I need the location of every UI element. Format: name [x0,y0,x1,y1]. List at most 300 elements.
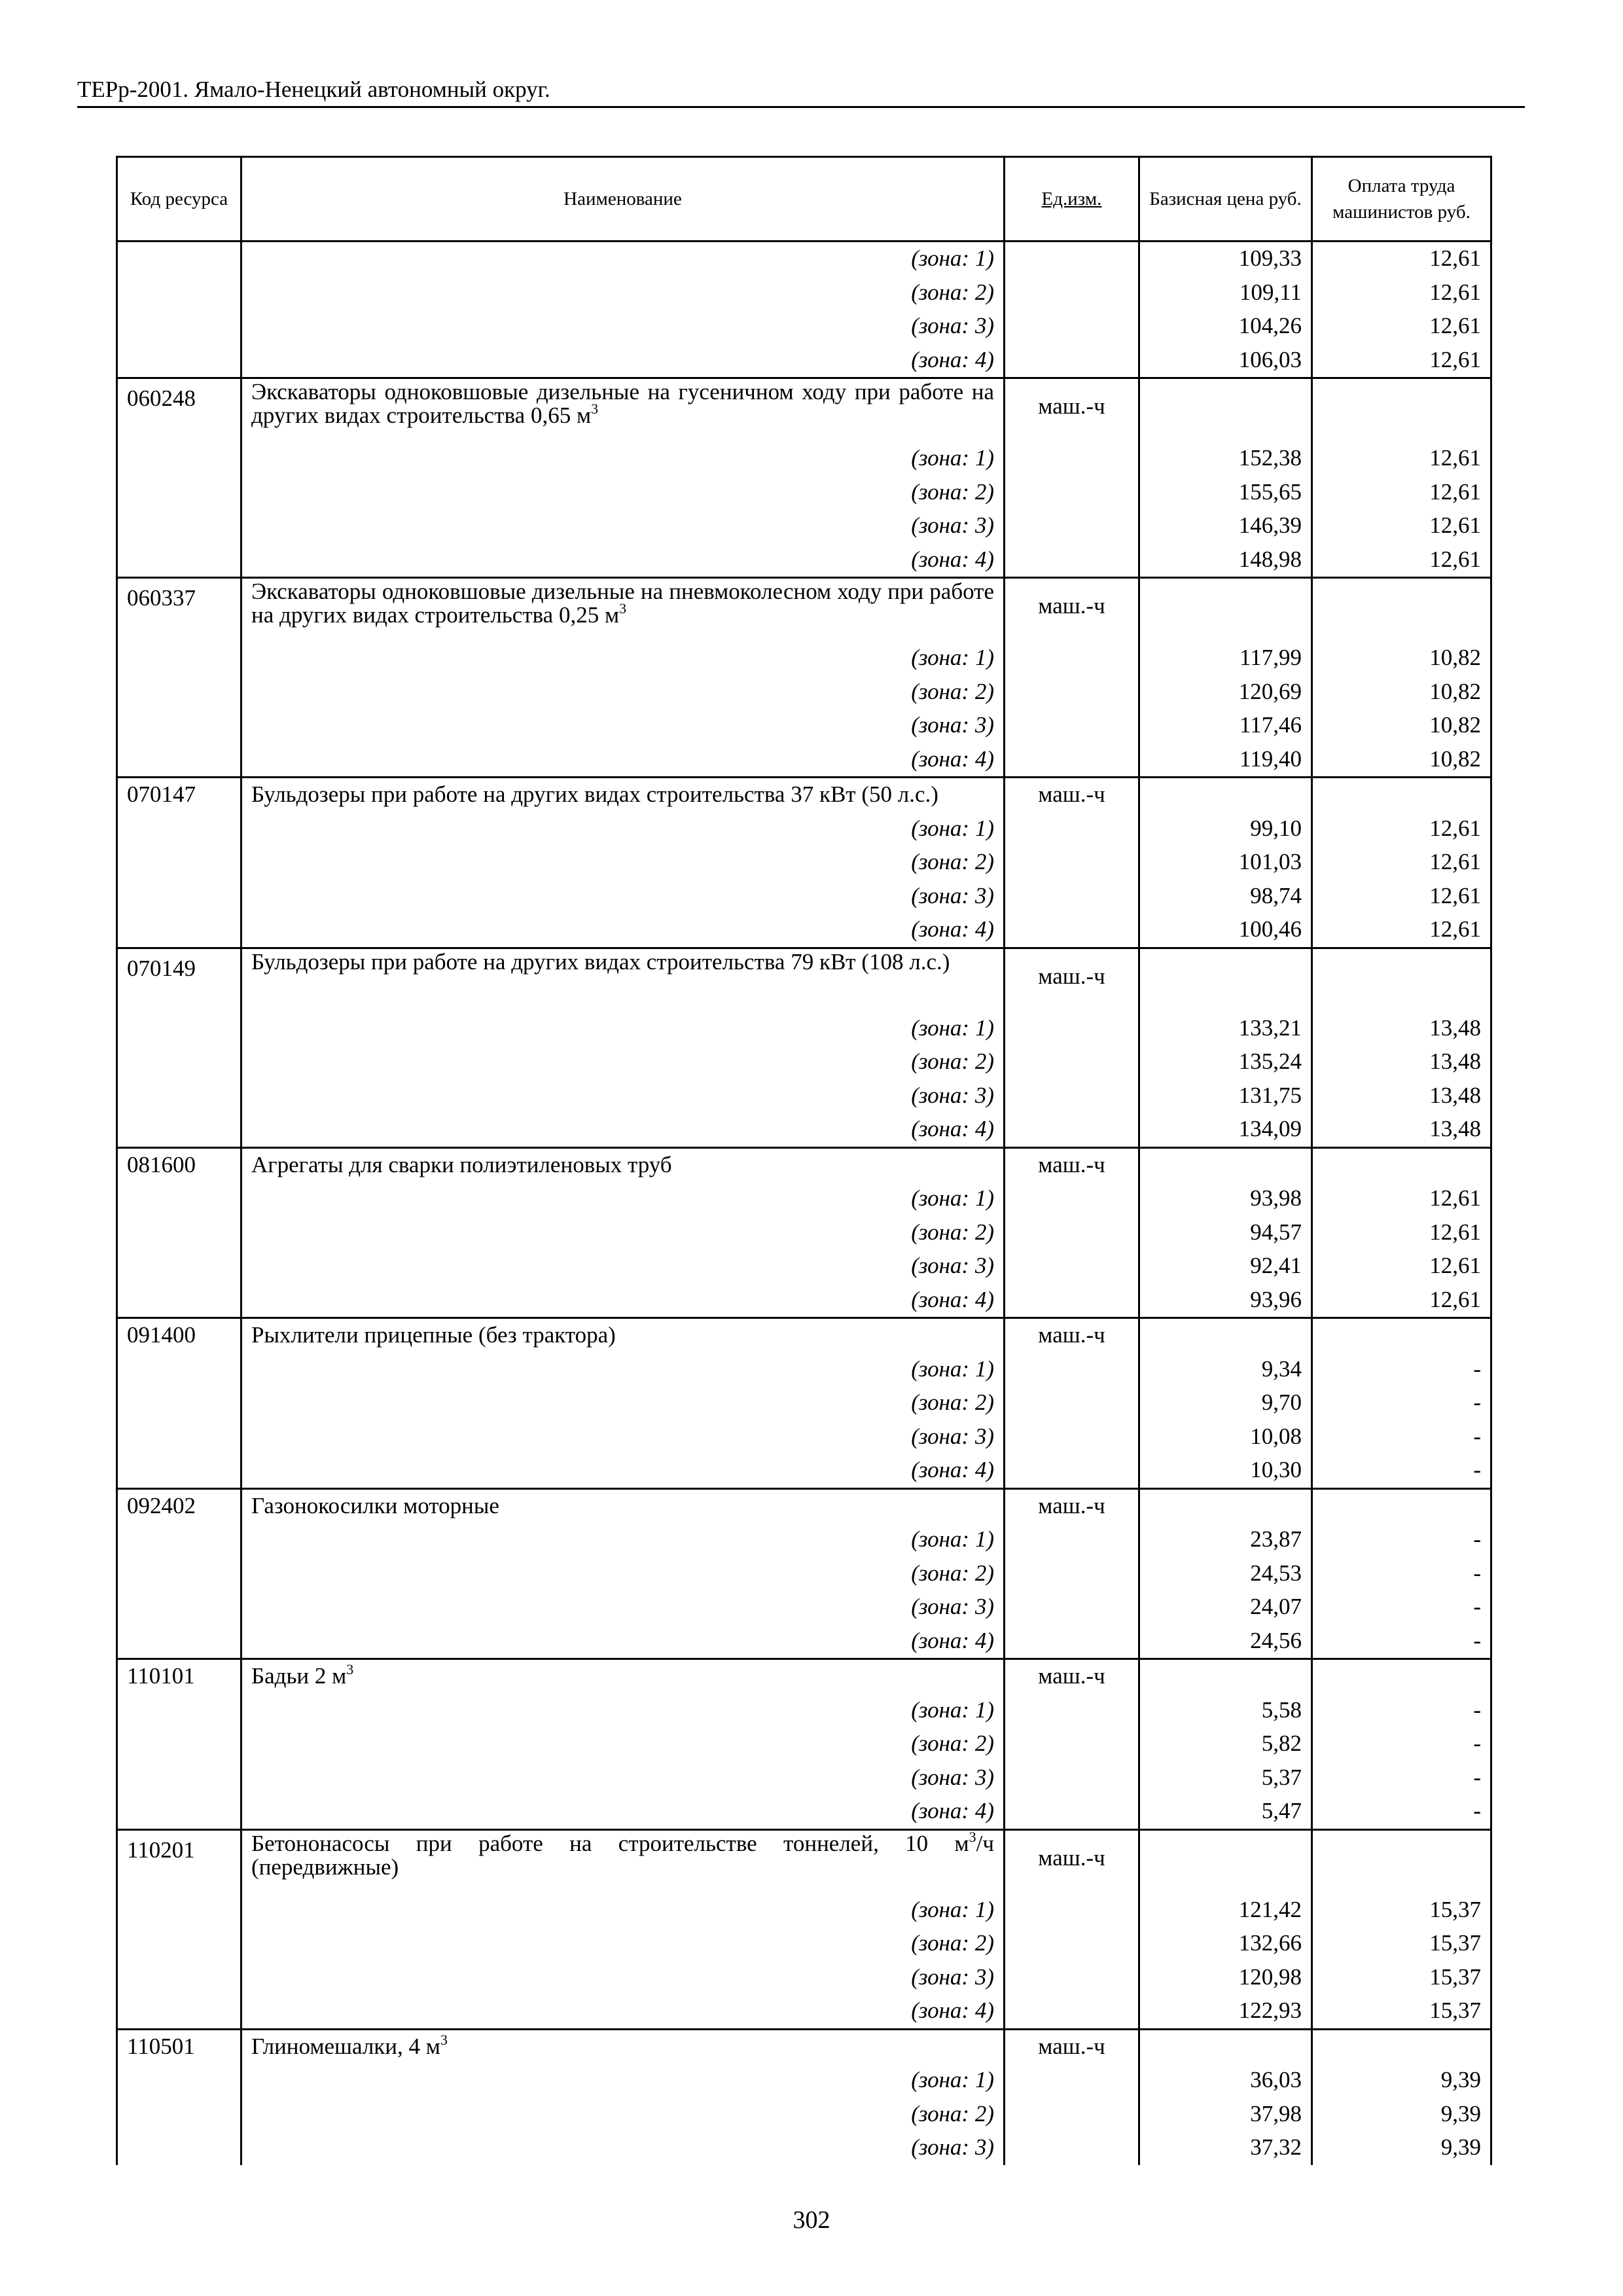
empty-cell [1005,1113,1139,1147]
resource-code: 110501 [117,2029,241,2064]
value-cell: 94,57 [1139,1216,1312,1250]
resource-row [117,378,1491,442]
table-row [117,2098,1491,2132]
empty-cell [1005,913,1139,948]
empty-cell [1005,1694,1139,1728]
resource-row [117,948,1491,1012]
value-cell: 98,74 [1139,880,1312,914]
empty-cell [117,2064,241,2098]
empty-cell [1005,675,1139,709]
value-cell: 10,82 [1312,743,1491,778]
resource-row [117,1318,1491,1353]
empty-cell [117,1523,241,1557]
value-cell: 121,42 [1139,1893,1312,1928]
empty-cell [117,812,241,846]
empty-cell [1139,378,1312,442]
zone-label: (зона: 2) [241,846,1005,880]
zone-label: (зона: 2) [241,1216,1005,1250]
value-cell: 146,39 [1139,509,1312,543]
empty-cell [1139,778,1312,812]
empty-cell [1005,1386,1139,1420]
resource-name-text: Бадьи 2 м [251,1663,347,1689]
table-row [117,1961,1491,1995]
value-cell: 10,08 [1139,1420,1312,1454]
table-row [117,2131,1491,2165]
value-cell: 24,56 [1139,1624,1312,1659]
empty-cell [117,1249,241,1283]
value-cell: 24,53 [1139,1557,1312,1591]
zone-label: (зона: 1) [241,1012,1005,1046]
empty-cell [117,709,241,743]
empty-cell [1139,1318,1312,1353]
resource-code: 110101 [117,1659,241,1694]
table-row [117,743,1491,778]
zone-label: (зона: 3) [241,709,1005,743]
table-row [117,1694,1491,1728]
table-row [117,509,1491,543]
table-row [117,641,1491,675]
empty-cell [1139,1659,1312,1694]
empty-cell [1005,1420,1139,1454]
empty-cell [1312,2029,1491,2064]
empty-cell [1005,1012,1139,1046]
empty-cell [117,476,241,510]
zone-label: (зона: 2) [241,276,1005,310]
table-row [117,242,1491,276]
empty-cell [1005,1216,1139,1250]
empty-cell [117,1590,241,1624]
empty-cell [1005,2131,1139,2165]
empty-cell [1139,1488,1312,1523]
zone-label: (зона: 4) [241,1283,1005,1318]
resource-name-text: Экскаваторы одноковшовые дизельные на гусеничном ходу при работе на других видах строительства 0,65 м [251,379,994,428]
unit-cell: маш.-ч [1005,578,1139,642]
empty-cell [1005,442,1139,476]
empty-cell [117,242,241,276]
empty-cell [1005,1182,1139,1216]
resource-name-text: Глиномешалки, 4 м [251,2033,440,2059]
zone-label: (зона: 2) [241,2098,1005,2132]
empty-cell [1005,1961,1139,1995]
value-cell: 9,34 [1139,1353,1312,1387]
table-row [117,1927,1491,1961]
col-header-code: Код ресурса [117,157,241,242]
value-cell: - [1312,1624,1491,1659]
value-cell: 9,70 [1139,1386,1312,1420]
empty-cell [117,1624,241,1659]
resource-code: 070147 [117,778,241,812]
resource-name [241,2029,1005,2064]
zone-label: (зона: 1) [241,812,1005,846]
value-cell: 9,39 [1312,2098,1491,2132]
empty-cell [117,1893,241,1928]
superscript: 3 [440,2031,448,2048]
resource-row [117,1147,1491,1182]
unit-cell: маш.-ч [1005,1659,1139,1694]
value-cell: 5,58 [1139,1694,1312,1728]
value-cell: 24,07 [1139,1590,1312,1624]
empty-cell [1005,1927,1139,1961]
value-cell: 15,37 [1312,1994,1491,2029]
zone-label: (зона: 1) [241,1523,1005,1557]
empty-cell [117,442,241,476]
value-cell: 148,98 [1139,543,1312,578]
zone-label: (зона: 1) [241,242,1005,276]
zone-label: (зона: 1) [241,641,1005,675]
table-row [117,913,1491,948]
value-cell: 12,61 [1312,1182,1491,1216]
zone-label: (зона: 1) [241,1353,1005,1387]
empty-cell [117,1761,241,1795]
table-row [117,1182,1491,1216]
empty-cell [1005,641,1139,675]
zone-label: (зона: 4) [241,543,1005,578]
zone-label: (зона: 1) [241,1182,1005,1216]
empty-cell [1312,1318,1491,1353]
superscript: 3 [591,401,599,417]
value-cell: 15,37 [1312,1961,1491,1995]
value-cell: - [1312,1523,1491,1557]
empty-cell [117,675,241,709]
zone-label: (зона: 1) [241,2064,1005,2098]
unit-cell: маш.-ч [1005,1147,1139,1182]
value-cell: - [1312,1761,1491,1795]
empty-cell [117,1283,241,1318]
zone-label: (зона: 3) [241,310,1005,344]
unit-cell: маш.-ч [1005,2029,1139,2064]
value-cell: 12,61 [1312,509,1491,543]
value-cell: - [1312,1694,1491,1728]
value-cell: 9,39 [1312,2131,1491,2165]
value-cell: 5,47 [1139,1795,1312,1829]
empty-cell [1005,1761,1139,1795]
superscript: 3 [346,1661,354,1677]
zone-label: (зона: 3) [241,880,1005,914]
empty-cell [1005,476,1139,510]
resource-name: Агрегаты для сварки полиэтиленовых труб [241,1147,1005,1182]
zone-label: (зона: 1) [241,1893,1005,1928]
empty-cell [117,1994,241,2029]
value-cell: - [1312,1590,1491,1624]
resource-row [117,778,1491,812]
empty-cell [1139,1829,1312,1893]
empty-cell [117,1182,241,1216]
value-cell: 9,39 [1312,2064,1491,2098]
value-cell: 101,03 [1139,846,1312,880]
empty-cell [117,509,241,543]
empty-cell [117,1454,241,1488]
empty-cell [1005,1727,1139,1761]
value-cell: 10,82 [1312,675,1491,709]
resource-row [117,1659,1491,1694]
table-row [117,1045,1491,1079]
zone-label: (зона: 4) [241,1795,1005,1829]
unit-cell: маш.-ч [1005,1829,1139,1893]
resource-code: 092402 [117,1488,241,1523]
empty-cell [1005,1523,1139,1557]
resource-row [117,578,1491,642]
value-cell: 155,65 [1139,476,1312,510]
empty-cell [117,846,241,880]
value-cell: - [1312,1420,1491,1454]
zone-label: (зона: 3) [241,1590,1005,1624]
table-row [117,1012,1491,1046]
value-cell: 13,48 [1312,1045,1491,1079]
empty-cell [1005,242,1139,276]
resource-name: Бульдозеры при работе на других видах строительства 37 кВт (50 л.с.) [241,778,1005,812]
table-row [117,1420,1491,1454]
empty-cell [1005,1353,1139,1387]
col-header-wage: Оплата труда машинистов руб. [1312,157,1491,242]
zone-label: (зона: 1) [241,1694,1005,1728]
table-row [117,1994,1491,2029]
empty-cell [117,1079,241,1113]
value-cell: 122,93 [1139,1994,1312,2029]
value-cell: 10,82 [1312,709,1491,743]
value-cell: 12,61 [1312,242,1491,276]
empty-cell [1005,509,1139,543]
table-row [117,1795,1491,1829]
table-row [117,1590,1491,1624]
table-row [117,1893,1491,1928]
zone-label: (зона: 4) [241,913,1005,948]
value-cell: 12,61 [1312,276,1491,310]
table-row [117,276,1491,310]
unit-cell: маш.-ч [1005,1488,1139,1523]
value-cell: 12,61 [1312,543,1491,578]
empty-cell [1005,2098,1139,2132]
empty-cell [1005,310,1139,344]
table-row [117,1523,1491,1557]
empty-cell [1312,778,1491,812]
page-number: 302 [793,2206,830,2234]
table-row [117,1557,1491,1591]
empty-cell [1005,344,1139,378]
value-cell: - [1312,1727,1491,1761]
value-cell: 152,38 [1139,442,1312,476]
zone-label: (зона: 4) [241,1113,1005,1147]
empty-cell [117,1961,241,1995]
empty-cell [1005,846,1139,880]
value-cell: 15,37 [1312,1893,1491,1928]
value-cell: 134,09 [1139,1113,1312,1147]
empty-cell [1005,1557,1139,1591]
value-cell: 131,75 [1139,1079,1312,1113]
unit-cell: маш.-ч [1005,378,1139,442]
table-row [117,310,1491,344]
empty-cell [117,880,241,914]
zone-label: (зона: 3) [241,509,1005,543]
zone-label: (зона: 2) [241,1557,1005,1591]
resource-name [241,1659,1005,1694]
empty-cell [1139,948,1312,1012]
table-row [117,476,1491,510]
value-cell: 120,98 [1139,1961,1312,1995]
value-cell: 132,66 [1139,1927,1312,1961]
empty-cell [117,641,241,675]
empty-cell [117,2131,241,2165]
value-cell: 12,61 [1312,476,1491,510]
table-row [117,1386,1491,1420]
zone-label: (зона: 4) [241,1454,1005,1488]
value-cell: 12,61 [1312,1216,1491,1250]
value-cell: 13,48 [1312,1079,1491,1113]
empty-cell [1005,1893,1139,1928]
zone-label: (зона: 2) [241,1927,1005,1961]
empty-cell [1005,1079,1139,1113]
table-row [117,1727,1491,1761]
empty-cell [1312,378,1491,442]
resource-name [241,1829,1005,1893]
empty-cell [1005,1454,1139,1488]
zone-label: (зона: 2) [241,1386,1005,1420]
value-cell: 133,21 [1139,1012,1312,1046]
resource-code: 110201 [117,1829,241,1893]
resource-code: 060248 [117,378,241,442]
value-cell: 99,10 [1139,812,1312,846]
unit-cell: маш.-ч [1005,948,1139,1012]
table-row [117,1249,1491,1283]
empty-cell [117,1045,241,1079]
zone-label: (зона: 4) [241,1994,1005,2029]
table-row [117,1283,1491,1318]
empty-cell [1139,1147,1312,1182]
empty-cell [117,344,241,378]
value-cell: - [1312,1557,1491,1591]
empty-cell [117,1386,241,1420]
resource-row [117,1829,1491,1893]
zone-label: (зона: 2) [241,675,1005,709]
value-cell: 12,61 [1312,1249,1491,1283]
zone-label: (зона: 2) [241,1045,1005,1079]
empty-cell [117,543,241,578]
value-cell: 100,46 [1139,913,1312,948]
zone-label: (зона: 4) [241,743,1005,778]
table-row [117,1624,1491,1659]
value-cell: 13,48 [1312,1012,1491,1046]
table-row [117,1216,1491,1250]
value-cell: 104,26 [1139,310,1312,344]
resource-name: Бульдозеры при работе на других видах строительства 79 кВт (108 л.с.) [241,948,1005,1012]
value-cell: 93,98 [1139,1182,1312,1216]
value-cell: 12,61 [1312,1283,1491,1318]
empty-cell [1005,880,1139,914]
zone-label: (зона: 3) [241,1079,1005,1113]
resource-name-text: Бетононасосы при работе на строительстве тоннелей, 10 м [251,1830,969,1856]
value-cell: 10,30 [1139,1454,1312,1488]
zone-label: (зона: 3) [241,1249,1005,1283]
resource-code: 070149 [117,948,241,1012]
zone-label: (зона: 4) [241,1624,1005,1659]
zone-label: (зона: 1) [241,442,1005,476]
empty-cell [117,2098,241,2132]
table-header-row [117,157,1491,242]
empty-cell [1312,1659,1491,1694]
resource-name [241,378,1005,442]
empty-cell [1312,578,1491,642]
superscript: 3 [969,1828,976,1845]
value-cell: 109,33 [1139,242,1312,276]
table-row [117,880,1491,914]
resource-name: Газонокосилки моторные [241,1488,1005,1523]
resource-name [241,578,1005,642]
value-cell: 12,61 [1312,442,1491,476]
value-cell: 12,61 [1312,344,1491,378]
table-row [117,442,1491,476]
empty-cell [1005,2064,1139,2098]
empty-cell [117,1216,241,1250]
empty-cell [117,1420,241,1454]
zone-label: (зона: 4) [241,344,1005,378]
resource-name-text: Экскаваторы одноковшовые дизельные на пневмоколесном ходу при работе на других видах строительства 0,25 м [251,579,994,628]
value-cell: 5,82 [1139,1727,1312,1761]
table-row [117,1353,1491,1387]
value-cell: 106,03 [1139,344,1312,378]
empty-cell [117,1727,241,1761]
machine-prices-table [116,156,1492,2165]
value-cell: 37,32 [1139,2131,1312,2165]
empty-cell [1005,543,1139,578]
value-cell: 135,24 [1139,1045,1312,1079]
empty-cell [1005,1249,1139,1283]
empty-cell [117,1353,241,1387]
empty-cell [117,913,241,948]
resource-code: 081600 [117,1147,241,1182]
empty-cell [117,1113,241,1147]
resource-name: Рыхлители прицепные (без трактора) [241,1318,1005,1353]
resource-row [117,2029,1491,2064]
resource-name-text: /ч (передвижные) [251,1830,994,1880]
empty-cell [1312,1488,1491,1523]
superscript: 3 [619,600,627,617]
table-row [117,812,1491,846]
empty-cell [1005,1590,1139,1624]
table-row [117,543,1491,578]
zone-label: (зона: 2) [241,476,1005,510]
empty-cell [1312,1829,1491,1893]
table-row [117,1113,1491,1147]
empty-cell [117,1694,241,1728]
empty-cell [117,310,241,344]
value-cell: 109,11 [1139,276,1312,310]
empty-cell [1005,812,1139,846]
value-cell: 15,37 [1312,1927,1491,1961]
table-row [117,1454,1491,1488]
value-cell: 93,96 [1139,1283,1312,1318]
empty-cell [1005,709,1139,743]
value-cell: - [1312,1454,1491,1488]
value-cell: 12,61 [1312,880,1491,914]
zone-label: (зона: 3) [241,2131,1005,2165]
unit-cell: маш.-ч [1005,1318,1139,1353]
resource-row [117,1488,1491,1523]
value-cell: 37,98 [1139,2098,1312,2132]
value-cell: 92,41 [1139,1249,1312,1283]
value-cell: 10,82 [1312,641,1491,675]
value-cell: 12,61 [1312,913,1491,948]
value-cell: - [1312,1795,1491,1829]
value-cell: 5,37 [1139,1761,1312,1795]
table-row [117,675,1491,709]
value-cell: - [1312,1386,1491,1420]
empty-cell [117,276,241,310]
running-header: ТЕРр-2001. Ямало-Ненецкий автономный округ. [77,73,1525,108]
table-row [117,1079,1491,1113]
value-cell: 12,61 [1312,812,1491,846]
empty-cell [1312,1147,1491,1182]
empty-cell [1139,578,1312,642]
empty-cell [117,1012,241,1046]
